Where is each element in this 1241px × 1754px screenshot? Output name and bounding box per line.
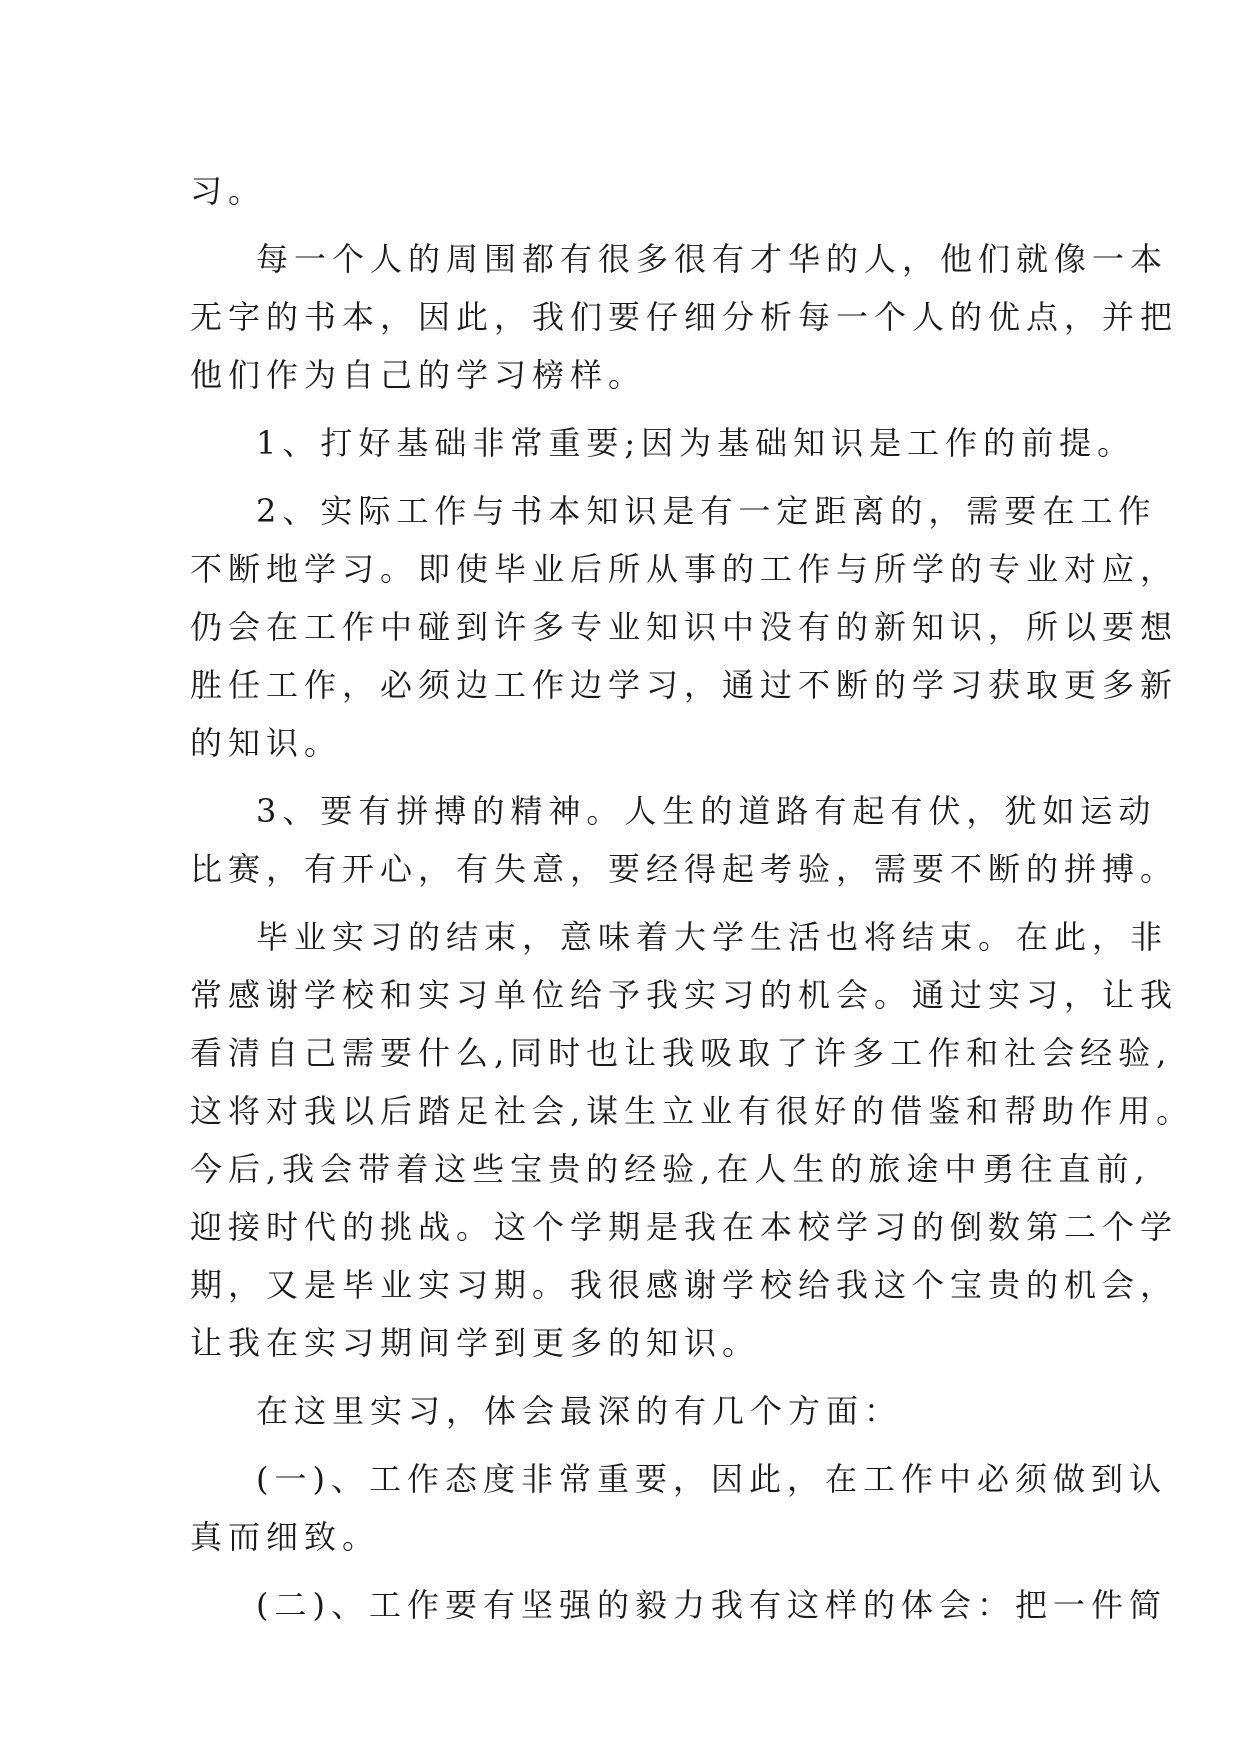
text-line: (一)、工作态度非常重要，因此，在工作中必须做到认 [256, 1460, 1167, 1498]
text-line: 常感谢学校和实习单位给予我实习的机会。通过实习，让我 [190, 976, 1179, 1014]
text-line: 无字的书本，因此，我们要仔细分析每一个人的优点，并把 [190, 298, 1179, 336]
text-line: 1、打好基础非常重要;因为基础知识是工作的前提。 [256, 424, 1136, 462]
text-line: 在这里实习，体会最深的有几个方面： [256, 1392, 903, 1430]
text-line: (二)、工作要有坚强的毅力我有这样的体会：把一件简 [256, 1586, 1167, 1624]
text-line: 今后,我会带着这些宝贵的经验,在人生的旅途中勇往直前, [190, 1150, 1151, 1188]
text-line: 3、要有拼搏的精神。人生的道路有起有伏，犹如运动 [256, 792, 1157, 830]
text-line: 比赛，有开心，有失意，要经得起考验，需要不断的拼搏。 [190, 850, 1179, 888]
text-line: 仍会在工作中碰到许多专业知识中没有的新知识，所以要想 [190, 608, 1179, 646]
text-line: 他们作为自己的学习榜样。 [190, 356, 647, 394]
document-body [190, 162, 1195, 1634]
text-line: 2、实际工作与书本知识是有一定距离的，需要在工作 [256, 492, 1157, 530]
text-line: 每一个人的周围都有很多很有才华的人，他们就像一本 [256, 240, 1169, 278]
text-line: 让我在实习期间学到更多的知识。 [190, 1324, 761, 1362]
text-line: 习。 [190, 172, 267, 210]
text-line: 不断地学习。即使毕业后所从事的工作与所学的专业对应， [190, 550, 1179, 588]
text-line: 胜任工作，必须边工作边学习，通过不断的学习获取更多新 [190, 666, 1179, 704]
text-line: 真而细致。 [190, 1518, 381, 1556]
text-line: 看清自己需要什么,同时也让我吸取了许多工作和社会经验, [190, 1034, 1173, 1072]
text-line: 期，又是毕业实习期。我很感谢学校给我这个宝贵的机会， [190, 1266, 1179, 1304]
text-line: 毕业实习的结束，意味着大学生活也将结束。在此，非 [256, 918, 1169, 956]
text-line: 迎接时代的挑战。这个学期是我在本校学习的倒数第二个学 [190, 1208, 1179, 1246]
text-line: 这将对我以后踏足社会,谋生立业有很好的借鉴和帮助作用。 [190, 1092, 1195, 1130]
text-line: 的知识。 [190, 724, 343, 762]
